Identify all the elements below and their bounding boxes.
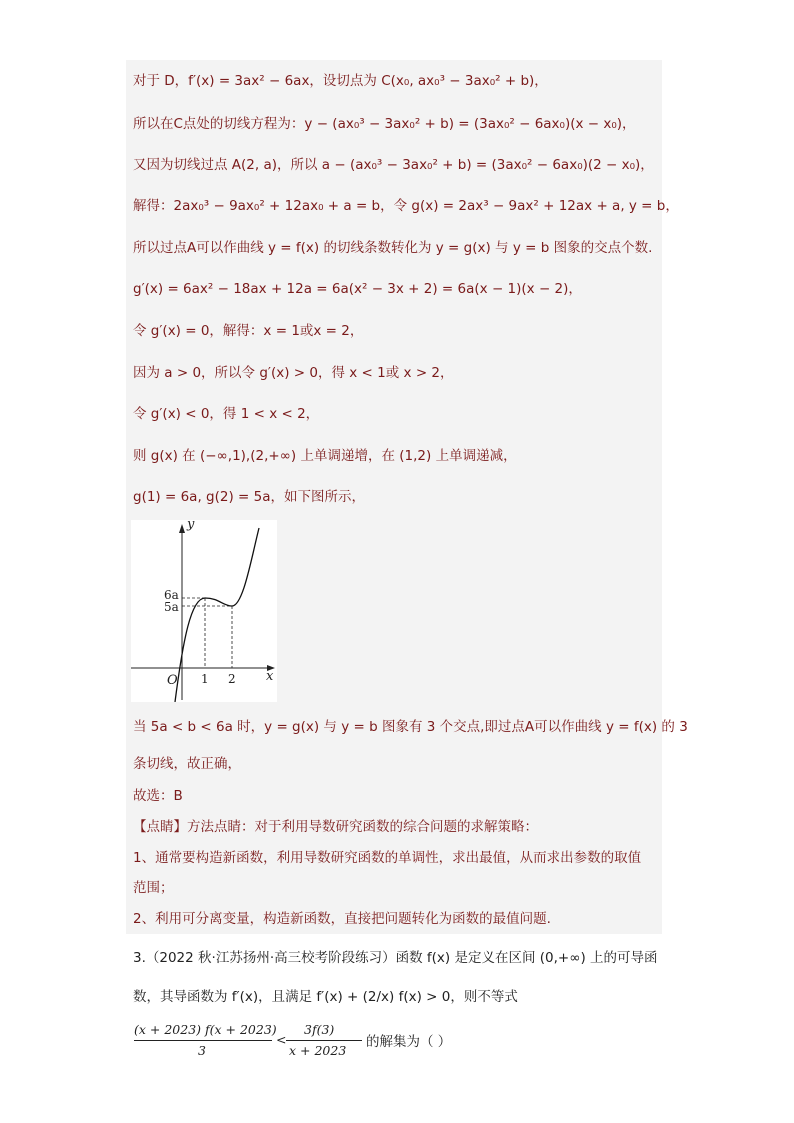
question-tail: 的解集为（ ）	[366, 1034, 452, 1050]
frac1-numerator: (x + 2023) f(x + 2023)	[134, 1022, 277, 1037]
y-label: y	[187, 520, 195, 532]
line-13: 条切线，故正确，	[133, 756, 241, 772]
question-3-line-2: 数，其导函数为 f′(x)，且满足 f′(x) + (2/x) f(x) > 0，则不等式	[133, 989, 518, 1005]
tick-6a: 6a	[164, 588, 179, 602]
line-7: 令 g′(x) = 0，解得：x = 1或x = 2，	[133, 323, 364, 339]
frac2-denominator: x + 2023	[289, 1043, 347, 1058]
line-3: 又因为切线过点 A(2, a)，所以 a − (ax₀³ − 3ax₀² + b) = (3ax₀² − 6ax₀)(2 − x₀)，	[133, 157, 654, 173]
frac1-bar	[134, 1040, 272, 1041]
tick-5a: 5a	[164, 600, 179, 614]
frac1-denominator: 3	[198, 1043, 206, 1058]
tick-2: 2	[228, 672, 236, 686]
line-4: 解得：2ax₀³ − 9ax₀² + 12ax₀ + a = b，令 g(x) = 2ax³ − 9ax² + 12ax + a, y = b，	[133, 198, 679, 214]
line-6: g′(x) = 6ax² − 18ax + 12a = 6a(x² − 3x + 2) = 6a(x − 1)(x − 2)，	[133, 281, 582, 297]
origin-label: O	[167, 673, 178, 688]
line-16: 1、通常要构造新函数，利用导数研究函数的单调性，求出最值，从而求出参数的取值	[133, 850, 642, 866]
frac2-bar	[286, 1040, 362, 1041]
g-curve	[175, 528, 259, 702]
line-5: 所以过点A可以作曲线 y = f(x) 的切线条数转化为 y = g(x) 与 y = b 图象的交点个数.	[133, 240, 653, 256]
line-17: 范围；	[133, 880, 174, 896]
line-2: 所以在C点处的切线方程为：y − (ax₀³ − 3ax₀² + b) = (3ax₀² − 6ax₀)(x − x₀)，	[133, 116, 636, 132]
line-1: 对于 D，f′(x) = 3ax² − 6ax，设切点为 C(x₀, ax₀³ − 3ax₀² + b)，	[133, 73, 548, 89]
line-14: 故选：B	[133, 788, 183, 804]
cubic-graph	[131, 520, 277, 702]
line-11: g(1) = 6a, g(2) = 5a，如下图所示，	[133, 489, 365, 505]
x-label: x	[266, 669, 274, 684]
line-9: 令 g′(x) < 0，得 1 < x < 2，	[133, 406, 320, 422]
frac2-numerator: 3f(3)	[304, 1022, 335, 1037]
line-12: 当 5a < b < 6a 时，y = g(x) 与 y = b 图象有 3 个交点,即过点A可以作曲线 y = f(x) 的 3	[133, 719, 688, 735]
question-3-line-1: 3.（2022 秋·江苏扬州·高三校考阶段练习）函数 f(x) 是定义在区间 (0,+∞) 上的可导函	[133, 950, 658, 966]
y-axis-arrow	[179, 524, 185, 533]
tick-1: 1	[201, 672, 209, 686]
line-8: 因为 a > 0，所以令 g′(x) > 0，得 x < 1或 x > 2，	[133, 365, 454, 381]
less-than: <	[276, 1032, 287, 1047]
line-15: 【点睛】方法点睛：对于利用导数研究函数的综合问题的求解策略：	[133, 819, 538, 835]
line-10: 则 g(x) 在 (−∞,1),(2,+∞) 上单调递增，在 (1,2) 上单调递减，	[133, 448, 517, 464]
line-18: 2、利用可分离变量，构造新函数，直接把问题转化为函数的最值问题.	[133, 911, 551, 927]
